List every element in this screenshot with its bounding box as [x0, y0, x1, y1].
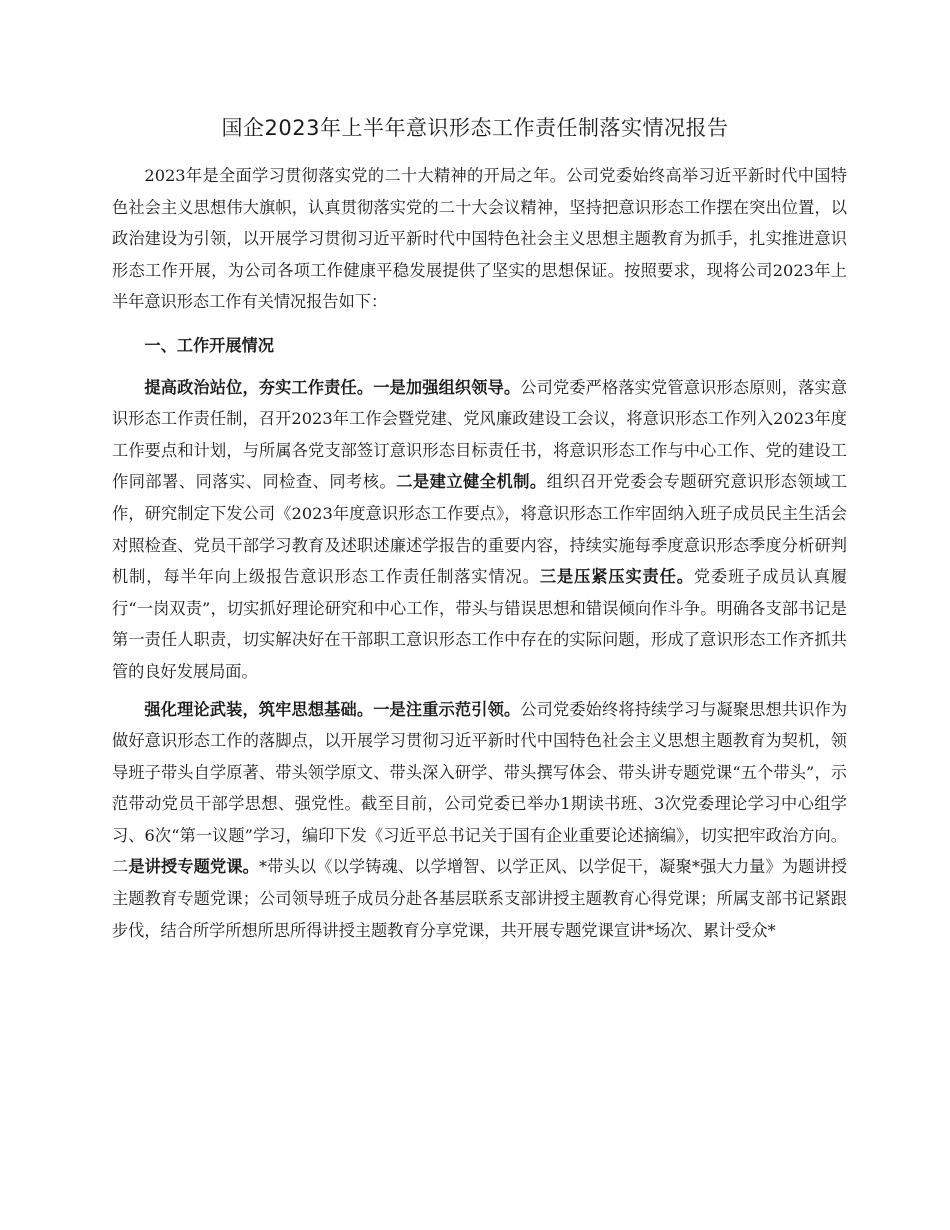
paragraph-lead: 强化理论武装，筑牢思想基础。 — [144, 699, 374, 719]
subpoint-title: 一是加强组织领导。 — [373, 377, 521, 397]
subpoint-prefix: 二 — [112, 857, 129, 877]
subpoint-text: 公司党委始终将持续学习与凝聚思想共识作为做好意识形态工作的落脚点，以开展学习贯彻习近平新时代中国特色社会主义思想主题教育为契机，领导班子带头自学原著、带头领学原文、带头深入研学、带头撰写体会、带头讲专题党课“五个带头”，示范带动党员干部学思想、强党性。截至目前，公司党委已举办1期读书班、3次党委理论学习中心组学习、6次“第一议题”学习，编印下发《习近平总书记关于国有企业重要论述摘编》，切实把牢政治方向。 — [112, 699, 848, 845]
paragraph-political-stance — [112, 372, 847, 688]
paragraph-lead: 提高政治站位，夯实工作责任。 — [144, 377, 374, 397]
subpoint-title: 二是建立健全机制。 — [396, 472, 547, 492]
subpoint-text: 党委班子成员认真履行“一岗双责”，切实抓好理论研究和中心工作，带头与错误思想和错误倾向作斗争。明确各支部书记是第一责任人职责，切实解决好在干部职工意识形态工作中存在的实际问题，形成了意识形态工作齐抓共管的良好发展局面。 — [112, 567, 848, 681]
subpoint-title: 是讲授专题党课。 — [128, 857, 260, 877]
subpoint-text: 组织召开党委会专题研究意识形态领域工作，研究制定下发公司《2023年度意识形态工作要点》，将意识形态工作牢固纳入班子成员民主生活会对照检查、党员干部学习教育及述职述廉述学报告的重要内容，持续实施每季度意识形态季度分析研判机制，每半年向上级报告意识形态工作责任制落实情况。 — [112, 472, 848, 587]
intro-paragraph: 2023年是全面学习贯彻落实党的二十大精神的开局之年。公司党委始终高举习近平新时代中国特色社会主义思想伟大旗帜，认真贯彻落实党的二十大会议精神，坚持把意识形态工作摆在突出位置，以政治建设为引领，以开展学习贯彻习近平新时代中国特色社会主义思想主题教育为抓手，扎实推进意识形态工作开展，为公司各项工作健康平稳发展提供了坚实的思想保证。按照要求，现将公司2023年上半年意识形态工作有关情况报告如下： — [112, 166, 847, 312]
subpoint-text: *带头以《以学铸魂、以学增智、以学正风、以学促干，凝聚*强大力量》为题讲授主题教育专题党课；公司领导班子成员分赴各基层联系支部讲授主题教育心得党课；所属支部书记紧跟步伐，结合所学所想所思所得讲授主题教育分享党课，共开展专题党课宣讲*场次、累计受众* — [112, 857, 848, 940]
document-body — [112, 160, 847, 946]
subpoint-text: 公司党委严格落实党管意识形态原则，落实意识形态工作责任制，召开2023年工作会暨党建、党风廉政建设工会议，将意识形态工作列入2023年度工作要点和计划，与所属各党支部签订意识形态目标责任书，将意识形态工作与中心工作、党的建设工作同部署、同落实、同检查、同考核。 — [112, 377, 848, 492]
document-title: 国企2023年上半年意识形态工作责任制落实情况报告 — [221, 116, 729, 140]
paragraph-theory-armament — [112, 694, 847, 947]
subpoint-title: 一是注重示范引领。 — [373, 699, 521, 719]
subpoint-title: 三是压紧压实责任。 — [539, 567, 694, 587]
section-heading: 一、工作开展情况 — [144, 335, 274, 355]
